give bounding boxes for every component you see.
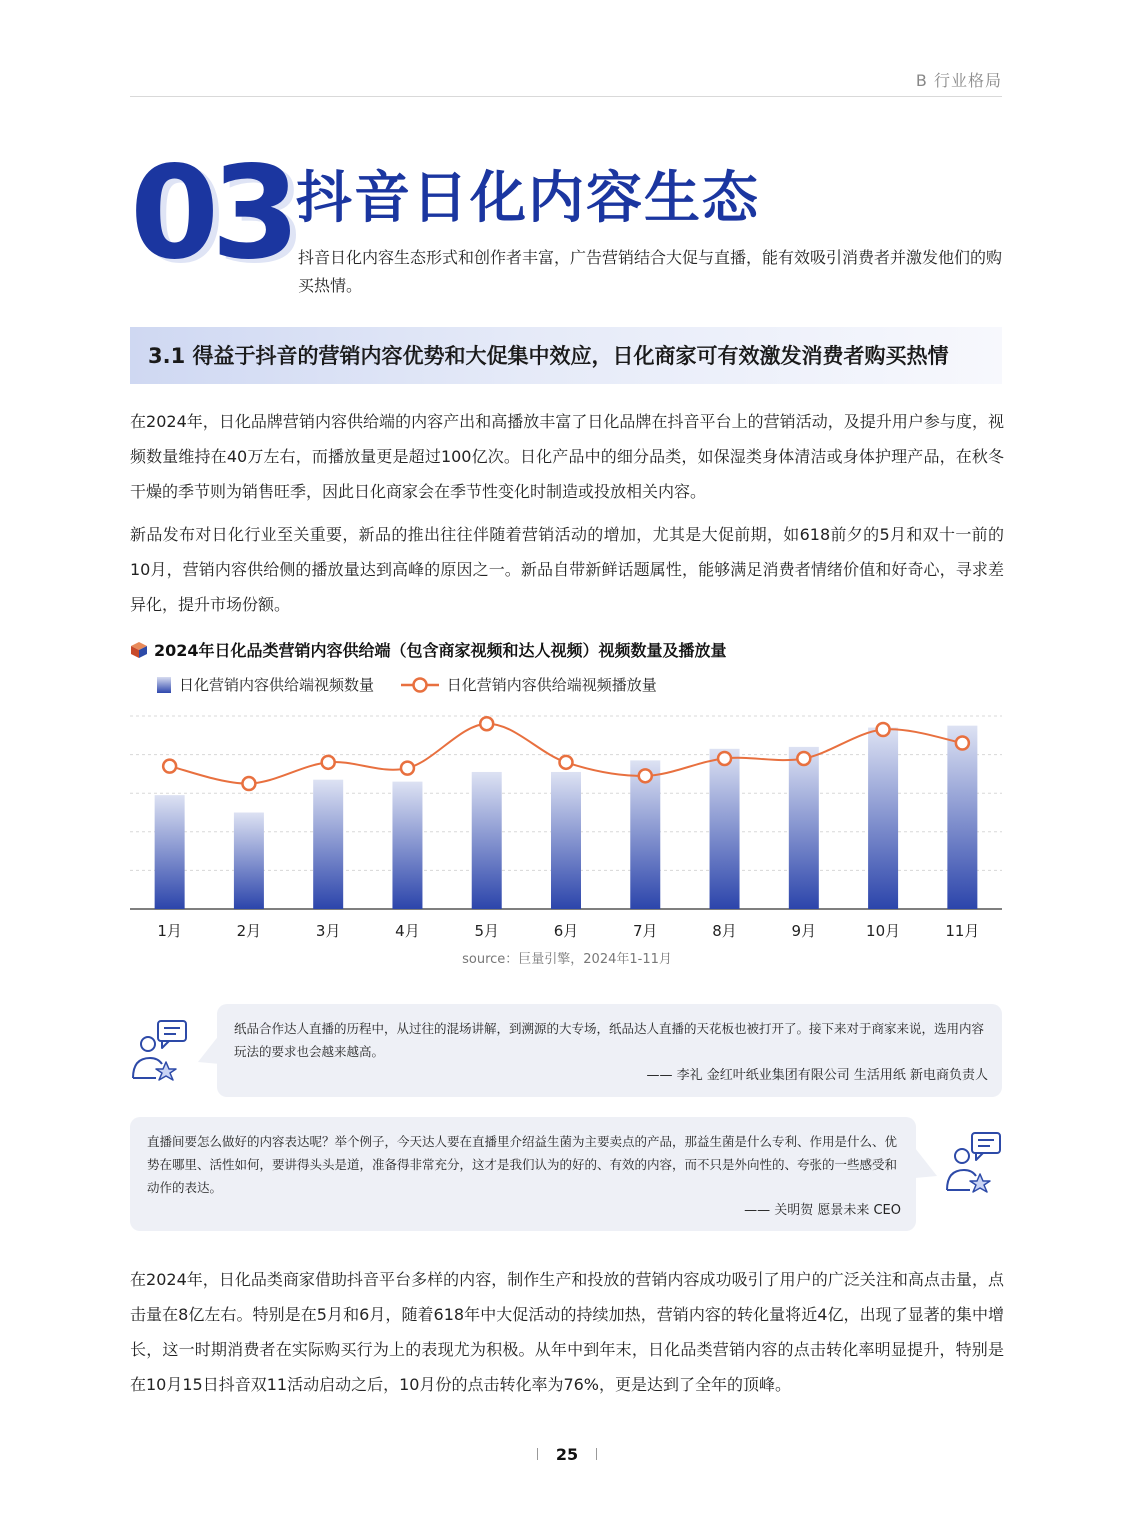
- x-tick-label: 9月: [791, 922, 817, 940]
- bar-1月: [155, 795, 185, 909]
- bar-2月: [234, 813, 264, 910]
- line-point-2月: [242, 777, 255, 790]
- quote-1-text: 纸品合作达人直播的历程中，从过往的混场讲解，到溯源的大专场，纸品达人直播的天花板也被打开了。接下来对于商家来说，选用内容玩法的要求也会越来越高。: [234, 1021, 985, 1059]
- chart-title-text: 2024年日化品类营销内容供给端（包含商家视频和达人视频）视频数量及播放量: [154, 641, 727, 660]
- bar-3月: [313, 780, 343, 909]
- page-number: [0, 1445, 1134, 1464]
- legend-bar-label: 日化营销内容供给端视频数量: [179, 676, 375, 694]
- chapter-number: 03: [130, 139, 293, 288]
- line-point-4月: [401, 762, 414, 775]
- section-title: 3.1 得益于抖音的营销内容优势和大促集中效应，日化商家可有效激发消费者购买热情: [148, 344, 949, 368]
- x-tick-label: 10月: [866, 922, 901, 940]
- quote-2-text: 直播间要怎么做好的内容表达呢？举个例子，今天达人要在直播里介绍益生菌为主要卖点的产品，那益生菌是什么专利、作用是什么、优势在哪里、活性如何，要讲得头头是道，准备得非常充分，这才是我们认为的好的、有效的内容，而不只是外向性的、夸张的一些感受和动作的表达。: [147, 1134, 898, 1195]
- x-tick-label: 8月: [712, 922, 737, 940]
- x-tick-label: 7月: [632, 922, 658, 940]
- speaker-chat-icon-2: [942, 1130, 1006, 1198]
- paragraph-1: 在2024年，日化品牌营销内容供给端的内容产出和高播放丰富了日化品牌在抖音平台上的营销活动，及提升用户参与度，视频数量维持在40万左右，而播放量更是超过100亿次。日化产品中的细分品类，如保湿类身体清洁或身体护理产品，在秋冬干燥的季节则为销售旺季，因此日化商家会在季节性变化时制造或投放相关内容。: [130, 412, 1004, 501]
- line-point-7月: [639, 769, 652, 782]
- chapter-title: 抖音日化内容生态: [296, 166, 760, 231]
- line-point-3月: [322, 756, 335, 769]
- quote-2-author: —— 关明贺 愿景未来 CEO: [744, 1203, 901, 1218]
- bar-5月: [472, 772, 502, 909]
- chapter-description: 抖音日化内容生态形式和创作者丰富，广告营销结合大促与直播，能有效吸引消费者并激发他们的购买热情。: [298, 248, 1003, 295]
- page-number-right-rule: [596, 1448, 597, 1460]
- speaker-chat-icon-1: [128, 1018, 192, 1086]
- header-section-label: B 行业格局: [915, 71, 1002, 90]
- bar-4月: [392, 782, 422, 909]
- paragraph-2: 新品发布对日化行业至关重要，新品的推出往往伴随着营销活动的增加，尤其是大促前期，如618前夕的5月和双十一前的10月，营销内容供给侧的播放量达到高峰的原因之一。新品自带新鲜话题属性，能够满足消费者情绪价值和好奇心，寻求差异化，提升市场份额。: [130, 525, 1004, 614]
- page-number-text: 25: [555, 1445, 579, 1464]
- line-point-5月: [480, 717, 493, 730]
- x-tick-label: 11月: [945, 922, 980, 940]
- line-point-8月: [718, 752, 731, 765]
- x-tick-label: 2月: [236, 922, 262, 940]
- line-point-10月: [877, 723, 890, 736]
- paragraph-3: 在2024年，日化品类商家借助抖音平台多样的内容，制作生产和投放的营销内容成功吸引了用户的广泛关注和高点击量，点击量在8亿左右。特别是在5月和6月，随着618年中大促活动的持续加热，营销内容的转化量将近4亿，出现了显著的集中增长，这一时期消费者在实际购买行为上的表现尤为积极。从年中到年末，日化品类营销内容的点击转化率明显提升，特别是在10月15日抖音双11活动启动之后，10月份的点击转化率为76%，更是达到了全年的顶峰。: [130, 1270, 1004, 1394]
- x-tick-label: 6月: [553, 922, 579, 940]
- line-point-6月: [560, 756, 573, 769]
- legend-line-label: 日化营销内容供给端视频播放量: [446, 676, 657, 694]
- x-tick-label: 1月: [157, 922, 182, 940]
- line-point-11月: [956, 737, 969, 750]
- bar-10月: [868, 728, 898, 909]
- bar-9月: [789, 747, 819, 909]
- quote-card-1-pointer: [198, 1034, 220, 1064]
- quote-1-author: —— 李礼 金红叶纸业集团有限公司 生活用纸 新电商负责人: [646, 1068, 988, 1083]
- bar-11月: [947, 726, 977, 909]
- page-number-left-rule: [537, 1448, 538, 1460]
- chart-source: source：巨量引擎，2024年1-11月: [462, 952, 672, 967]
- bar-6月: [551, 772, 581, 909]
- line-point-1月: [163, 760, 176, 773]
- bar-8月: [710, 749, 740, 909]
- quote-card-2-pointer: [915, 1148, 937, 1178]
- x-tick-label: 4月: [395, 922, 420, 940]
- line-point-9月: [797, 752, 810, 765]
- x-tick-label: 5月: [474, 922, 500, 940]
- x-tick-label: 3月: [315, 922, 341, 940]
